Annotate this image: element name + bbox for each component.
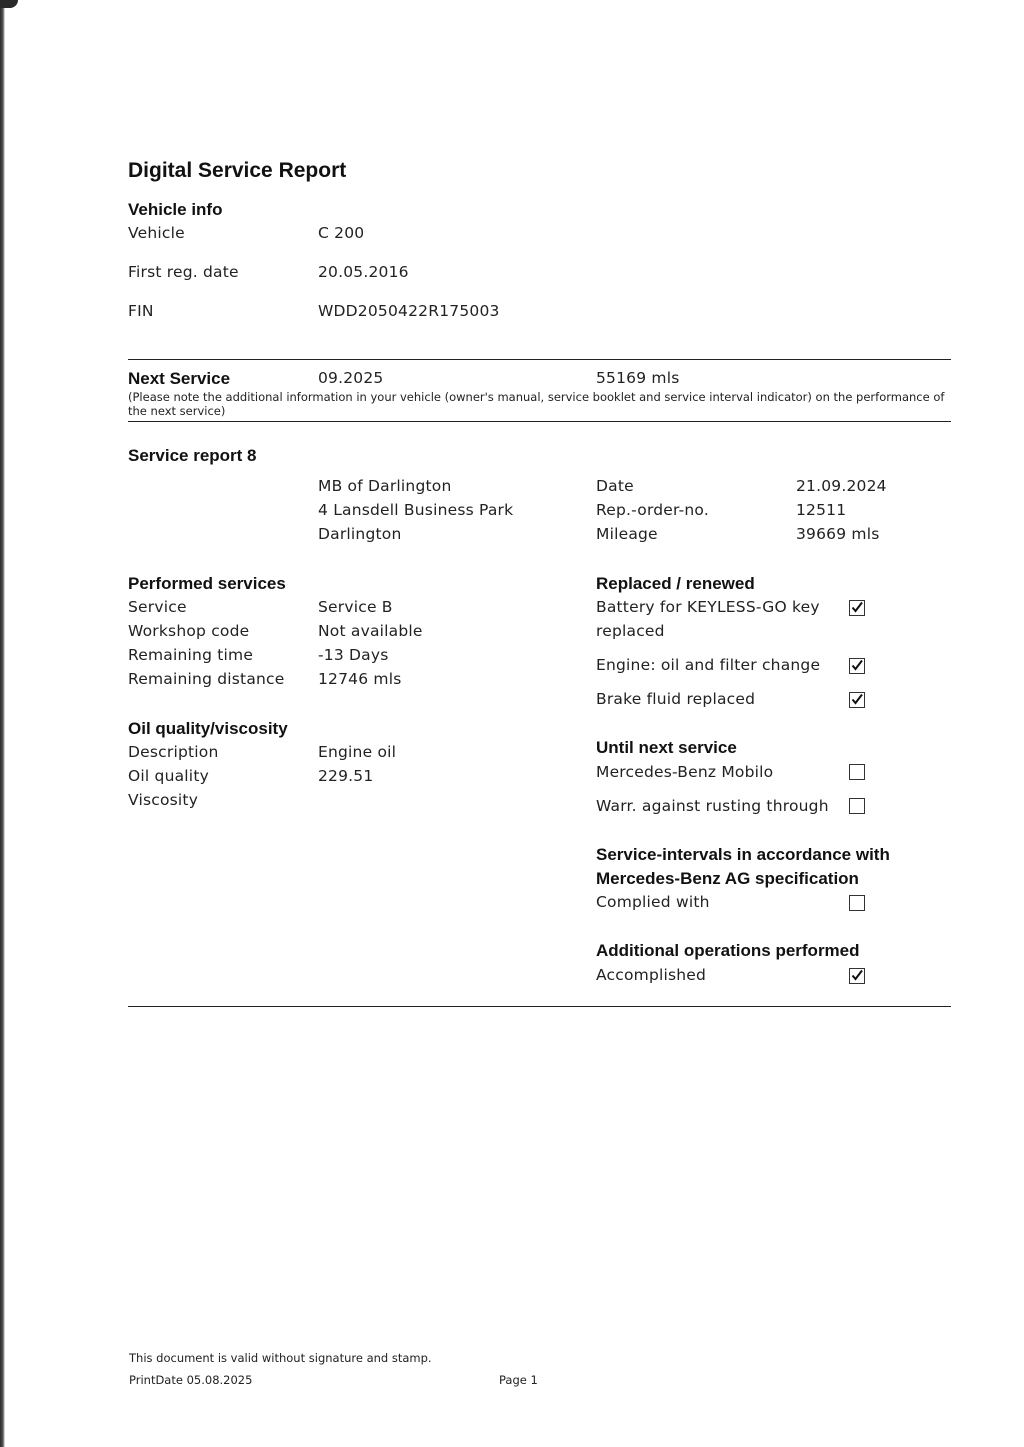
battery-checkbox[interactable] — [849, 600, 865, 616]
replaced-renewed-heading: Replaced / renewed — [596, 574, 755, 593]
checkmark-icon — [851, 969, 863, 981]
oil-quality-label: Oil quality — [128, 767, 209, 785]
vehicle-label: Vehicle — [128, 224, 185, 242]
first-reg-value: 20.05.2016 — [318, 263, 409, 281]
complied-with-checkbox[interactable] — [849, 895, 865, 911]
report-date-label: Date — [596, 477, 634, 495]
next-service-note: (Please note the additional information in your vehicle (owner's manual, service booklet and service interval indicator) on the performance of the next service) — [128, 390, 945, 418]
dealer-name: MB of Darlington — [318, 477, 452, 495]
oil-description-value: Engine oil — [318, 743, 397, 761]
next-service-label: Next Service — [128, 369, 231, 388]
service-intervals-heading: Service-intervals in accordance with — [596, 845, 890, 864]
dealer-city: Darlington — [318, 525, 402, 543]
divider-top — [128, 359, 951, 360]
replaced-item-label: Brake fluid replaced — [596, 690, 756, 708]
oil-description-label: Description — [128, 743, 219, 761]
oil-quality-value: 229.51 — [318, 767, 374, 785]
vehicle-value: C 200 — [318, 224, 365, 242]
complied-with-label: Complied with — [596, 893, 710, 911]
accomplished-label: Accomplished — [596, 966, 707, 984]
until-next-service-heading: Until next service — [596, 738, 737, 757]
rust-warranty-label: Warr. against rusting through — [596, 797, 829, 815]
order-no-value: 12511 — [796, 501, 847, 519]
additional-operations-heading: Additional operations performed — [596, 941, 860, 960]
validity-note: This document is valid without signature and stamp. — [129, 1351, 432, 1365]
oil-quality-heading: Oil quality/viscosity — [128, 719, 288, 738]
viscosity-label: Viscosity — [128, 791, 199, 809]
brake-fluid-checkbox[interactable] — [849, 692, 865, 708]
page-title: Digital Service Report — [128, 159, 347, 182]
report-mileage-value: 39669 mls — [796, 525, 880, 543]
report-mileage-label: Mileage — [596, 525, 658, 543]
order-no-label: Rep.-order-no. — [596, 501, 709, 519]
fin-value: WDD2050422R175003 — [318, 302, 500, 320]
service-report-heading: Service report 8 — [128, 446, 257, 465]
remaining-distance-label: Remaining distance — [128, 670, 285, 688]
scan-edge — [0, 0, 5, 1447]
checkmark-icon — [851, 601, 863, 613]
accomplished-checkbox[interactable] — [849, 968, 865, 984]
fin-label: FIN — [128, 302, 154, 320]
remaining-time-label: Remaining time — [128, 646, 254, 664]
remaining-time-value: -13 Days — [318, 646, 389, 664]
remaining-distance-value: 12746 mls — [318, 670, 402, 688]
divider-next-service — [128, 421, 951, 422]
first-reg-label: First reg. date — [128, 263, 239, 281]
checkmark-icon — [851, 693, 863, 705]
report-date-value: 21.09.2024 — [796, 477, 887, 495]
scan-corner — [0, 0, 18, 8]
next-service-date: 09.2025 — [318, 369, 384, 387]
print-date: PrintDate 05.08.2025 — [129, 1373, 253, 1387]
next-service-mileage: 55169 mls — [596, 369, 680, 387]
service-intervals-heading-cont: Mercedes-Benz AG specification — [596, 869, 859, 888]
page-number: Page 1 — [499, 1373, 538, 1387]
service-value: Service B — [318, 598, 393, 616]
workshop-code-label: Workshop code — [128, 622, 250, 640]
mobilo-checkbox[interactable] — [849, 764, 865, 780]
divider-bottom — [128, 1006, 951, 1007]
rust-warranty-checkbox[interactable] — [849, 798, 865, 814]
vehicle-info-heading: Vehicle info — [128, 200, 223, 219]
service-label: Service — [128, 598, 187, 616]
performed-services-heading: Performed services — [128, 574, 286, 593]
oil-filter-checkbox[interactable] — [849, 658, 865, 674]
checkmark-icon — [851, 659, 863, 671]
replaced-item-label: Battery for KEYLESS-GO key — [596, 598, 820, 616]
replaced-item-label-cont: replaced — [596, 622, 665, 640]
mobilo-label: Mercedes-Benz Mobilo — [596, 763, 774, 781]
workshop-code-value: Not available — [318, 622, 423, 640]
dealer-street: 4 Lansdell Business Park — [318, 501, 514, 519]
replaced-item-label: Engine: oil and filter change — [596, 656, 821, 674]
